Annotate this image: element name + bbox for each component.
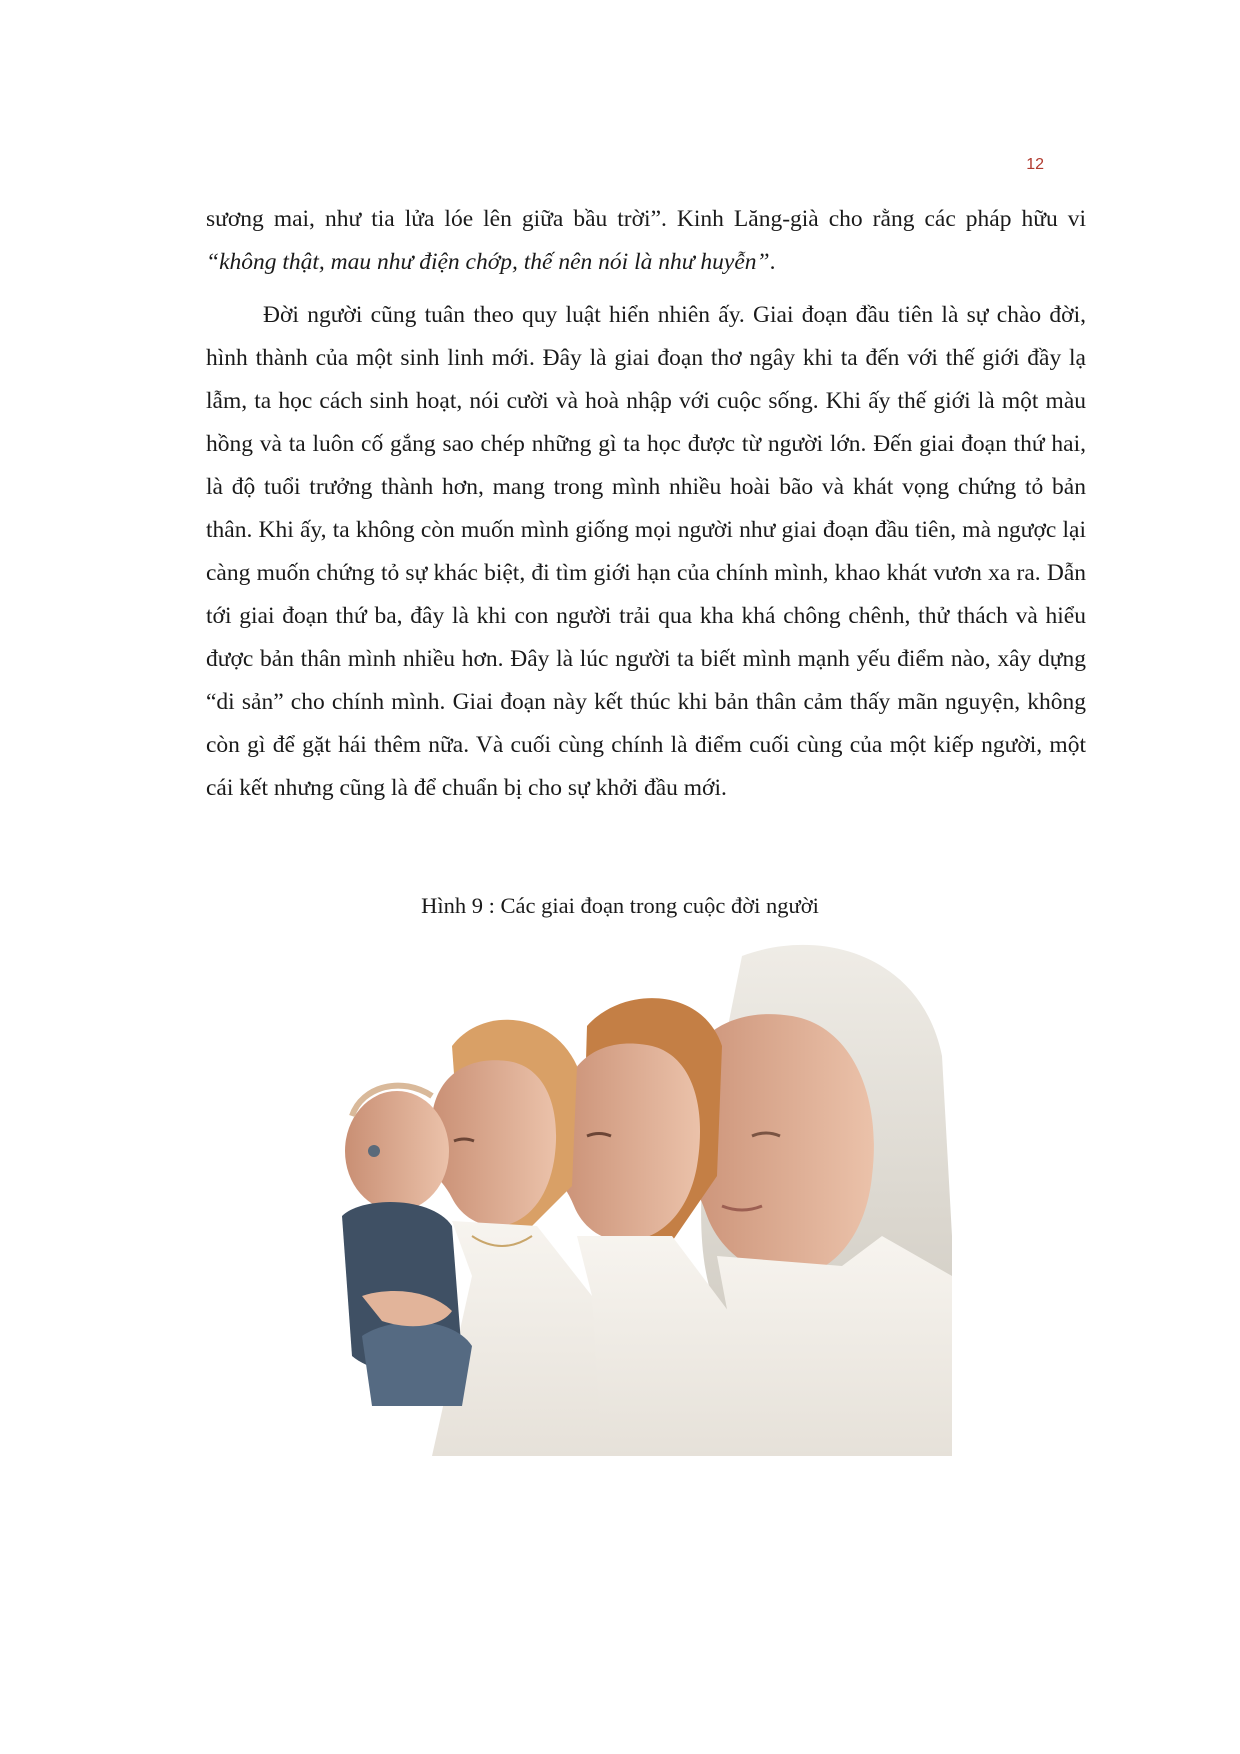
paragraph-1-text-b: . [769,249,776,275]
four-generations-photo-icon [322,936,952,1456]
paragraph-1-text-a: sương mai, như tia lửa lóe lên giữa bầu trời”. Kinh Lăng-già cho rằng các pháp hữu vi [206,206,1086,232]
paragraph-1-quote: “không thật, mau như điện chớp, thế nên nói là như huyễn” [206,249,770,275]
figure-photo [322,936,952,1456]
figure-caption: Hình 9 : Các giai đoạn trong cuộc đời người [421,893,819,918]
body-text [206,198,1086,810]
page-number: 12 [1026,156,1044,173]
paragraph-2: Đời người cũng tuân theo quy luật hiển nhiên ấy. Giai đoạn đầu tiên là sự chào đời, hình thành của một sinh linh mới. Đây là giai đoạn thơ ngây khi ta đến với thế giới đầy lạ lẫm, ta học cách sinh hoạt, nói cười và hoà nhập với cuộc sống. Khi ấy thế giới là một màu hồng và ta luôn cố gắng sao chép những gì ta học được từ người lớn. Đến giai đoạn thứ hai, là độ tuổi trưởng thành hơn, mang trong mình nhiều hoài bão và khát vọng chứng tỏ bản thân. Khi ấy, ta không còn muốn mình giống mọi người như giai đoạn đầu tiên, mà ngược lại càng muốn chứng tỏ sự khác biệt, đi tìm giới hạn của chính mình, khao khát vươn xa ra. Dẫn tới giai đoạn thứ ba, đây là khi con người trải qua kha khá chông chênh, thử thách và hiểu được bản thân mình nhiều hơn. Đây là lúc người ta biết mình mạnh yếu điểm nào, xây dựng “di sản” cho chính mình. Giai đoạn này kết thúc khi bản thân cảm thấy mãn nguyện, không còn gì để gặt hái thêm nữa. Và cuối cùng chính là điểm cuối cùng của một kiếp người, một cái kết nhưng cũng là để chuẩn bị cho sự khởi đầu mới. [206,302,1086,801]
paragraph-1 [206,198,1086,284]
